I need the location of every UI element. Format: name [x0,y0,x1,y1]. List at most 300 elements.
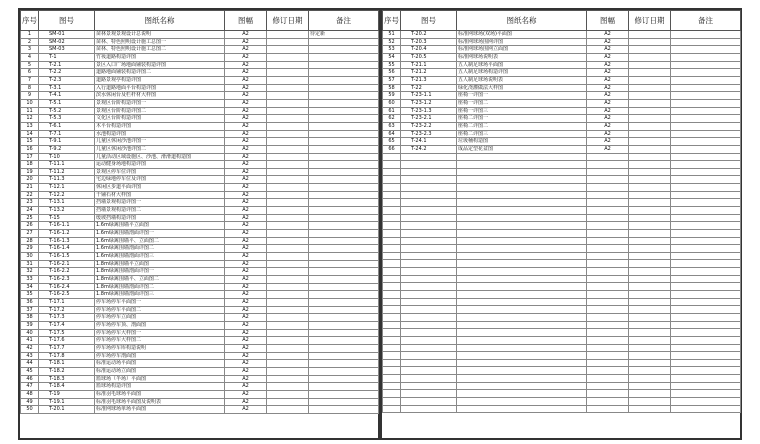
cell-no [383,367,401,375]
cell-note [309,99,379,107]
cell-no: 26 [21,222,39,230]
cell-date [267,390,309,398]
cell-size [587,298,629,306]
cell-size: A2 [225,383,267,391]
cell-no: 13 [21,122,39,130]
cell-date [267,207,309,215]
table-row [21,92,379,100]
cell-name: 竹筏道路构造详图 [95,53,225,61]
cell-code: T-5.2 [39,107,95,115]
empty-table-row [383,206,741,214]
cell-no [383,306,401,314]
cell-size [587,344,629,352]
cell-note [309,153,379,161]
cell-name: 停车场停车平面图一 [95,298,225,306]
cell-no: 19 [21,168,39,176]
cell-name [457,184,587,192]
cell-note: 待定新 [309,31,379,39]
cell-code: T-17.7 [39,344,95,352]
empty-table-row [383,252,741,260]
cell-size [587,313,629,321]
cell-size [587,398,629,406]
table-row [383,145,741,153]
cell-code: T-20.2 [401,31,457,39]
cell-note [671,336,741,344]
table-row [21,253,379,261]
cell-no [383,229,401,237]
table-row [21,207,379,215]
cell-size: A2 [225,321,267,329]
cell-note [671,107,741,115]
cell-size: A2 [225,122,267,130]
cell-code: T-23-2.2 [401,122,457,130]
cell-no: 21 [21,184,39,192]
cell-date [267,153,309,161]
cell-code [401,398,457,406]
cell-date [267,314,309,322]
cell-note [309,53,379,61]
cell-size [587,184,629,192]
table-row [21,276,379,284]
cell-note [671,367,741,375]
cell-name [457,291,587,299]
cell-note [309,122,379,130]
cell-no: 66 [383,145,401,153]
cell-code: T-12.2 [39,191,95,199]
drawing-list-left [18,8,380,440]
cell-name: 1.6m绿篱围墙剖面详图一 [95,230,225,238]
header-date: 修订日期 [267,11,309,31]
cell-name [457,222,587,230]
empty-table-row [383,367,741,375]
cell-code: T-21.1 [401,61,457,69]
empty-table-row [383,161,741,169]
cell-note [671,260,741,268]
table-row [383,61,741,69]
cell-name [457,161,587,169]
cell-code: T-11.3 [39,176,95,184]
cell-code: T-1 [39,53,95,61]
cell-date [267,115,309,123]
cell-note [309,145,379,153]
cell-no: 49 [21,398,39,406]
cell-size: A2 [225,352,267,360]
cell-date [629,275,671,283]
table-row [21,99,379,107]
cell-note [671,31,741,39]
cell-note [671,61,741,69]
empty-table-row [383,306,741,314]
cell-date [267,184,309,192]
cell-date [629,31,671,39]
cell-no: 46 [21,375,39,383]
cell-date [629,306,671,314]
cell-code: T-2.3 [39,76,95,84]
cell-no [383,329,401,337]
table-row [21,31,379,39]
empty-table-row [383,275,741,283]
cell-code: T-16-2.3 [39,276,95,284]
cell-size: A2 [225,245,267,253]
cell-no: 17 [21,153,39,161]
cell-size: A2 [225,61,267,69]
header-code: 图号 [401,11,457,31]
cell-name [457,229,587,237]
cell-name [457,252,587,260]
cell-size [587,260,629,268]
cell-no [383,252,401,260]
cell-note [671,321,741,329]
cell-no [383,237,401,245]
cell-code: SM-02 [39,38,95,46]
cell-size: A2 [587,92,629,100]
cell-date [629,84,671,92]
cell-name: 1.6m绿篱围墙平立面图 [95,222,225,230]
empty-table-row [383,398,741,406]
table-row [21,69,379,77]
cell-no: 55 [383,61,401,69]
cell-note [309,352,379,360]
cell-no: 54 [383,53,401,61]
cell-no: 51 [383,31,401,39]
cell-date [629,298,671,306]
cell-date [267,199,309,207]
header-size: 图幅 [587,11,629,31]
cell-no: 61 [383,107,401,115]
cell-size: A2 [225,314,267,322]
cell-code [401,199,457,207]
empty-table-row [383,237,741,245]
cell-code [401,206,457,214]
cell-date [629,359,671,367]
cell-date [629,222,671,230]
cell-date [629,321,671,329]
table-row [383,107,741,115]
cell-name: 1.6m绿篱围墙剖面详图二 [95,245,225,253]
cell-name: 文化区台阶构造详图 [95,115,225,123]
cell-code: T-20.1 [39,406,95,414]
table-row [383,92,741,100]
cell-code: T-7.1 [39,130,95,138]
cell-code [401,375,457,383]
cell-name: 垃圾桶构造图 [457,138,587,146]
cell-name: 标准羽毛球场平面图 [95,390,225,398]
cell-code: T-16-1.5 [39,253,95,261]
cell-note [671,298,741,306]
cell-note [309,92,379,100]
header-note: 备注 [309,11,379,31]
cell-code [401,184,457,192]
table-row [383,76,741,84]
header-date: 修订日期 [629,11,671,31]
table-row [21,76,379,84]
cell-note [671,130,741,138]
cell-code: T-15 [39,214,95,222]
cell-name: 1.6m绿篱围墙剖面详图三 [95,253,225,261]
cell-code [401,306,457,314]
cell-note [309,314,379,322]
cell-no: 42 [21,344,39,352]
cell-size: A2 [225,107,267,115]
cell-date [629,191,671,199]
cell-code [401,291,457,299]
table-row [21,84,379,92]
cell-code [401,336,457,344]
table-row [21,406,379,414]
cell-name: 1.8m绿篱围墙平、立面图二 [95,276,225,284]
cell-note [671,306,741,314]
cell-code [401,245,457,253]
cell-name [457,405,587,413]
cell-note [671,76,741,84]
cell-code: T-6.1 [39,122,95,130]
cell-name: 停车场停车大样图二 [95,337,225,345]
cell-no: 59 [383,92,401,100]
cell-size: A2 [587,99,629,107]
cell-note [309,115,379,123]
table-row [21,107,379,115]
cell-note [671,53,741,61]
cell-size [587,283,629,291]
cell-no: 30 [21,253,39,261]
cell-no: 48 [21,390,39,398]
cell-no [383,336,401,344]
cell-note [309,207,379,215]
cell-date [267,161,309,169]
table-header-row [21,11,379,31]
table-row [21,184,379,192]
cell-name: 景区入口广场地面铺装构造详图 [95,61,225,69]
cell-code: T-18.3 [39,375,95,383]
cell-size: A2 [225,253,267,261]
cell-code: T-19 [39,390,95,398]
cell-code: T-9.1 [39,138,95,146]
table-row [21,390,379,398]
cell-code: T-24.2 [401,145,457,153]
cell-size: A2 [587,53,629,61]
cell-date [267,222,309,230]
cell-no: 60 [383,99,401,107]
cell-code [401,229,457,237]
cell-name [457,191,587,199]
cell-code: T-2.2 [39,69,95,77]
cell-no: 58 [383,84,401,92]
cell-note [671,145,741,153]
cell-name: 座椅一详图一 [457,92,587,100]
cell-size: A2 [587,122,629,130]
cell-code [401,352,457,360]
cell-name: 水池构造详图 [95,130,225,138]
table-row [21,383,379,391]
cell-size: A2 [587,130,629,138]
table-row [21,352,379,360]
cell-date [267,84,309,92]
cell-size [587,367,629,375]
cell-size [587,291,629,299]
table-row [21,214,379,222]
empty-table-row [383,222,741,230]
cell-name: 1.8m绿篱围墙剖面详图三 [95,291,225,299]
cell-code: T-2.1 [39,61,95,69]
cell-date [629,46,671,54]
cell-size: A2 [225,53,267,61]
cell-size: A2 [225,344,267,352]
table-row [21,260,379,268]
cell-no [383,275,401,283]
header-name: 图纸名称 [95,11,225,31]
cell-name: 座椅二详图一 [457,115,587,123]
cell-size: A2 [587,84,629,92]
cell-no: 24 [21,207,39,215]
cell-note [309,253,379,261]
cell-no: 14 [21,130,39,138]
table-row [21,199,379,207]
cell-date [267,352,309,360]
empty-table-row [383,329,741,337]
cell-name: 挡墙景观构造详图一 [95,199,225,207]
cell-name: 标准网球场(双场)平面图 [457,31,587,39]
empty-table-row [383,344,741,352]
cell-size [587,390,629,398]
cell-no [383,199,401,207]
cell-code: T-5.1 [39,99,95,107]
cell-note [309,176,379,184]
cell-code: T-16-1.3 [39,237,95,245]
cell-date [629,229,671,237]
cell-name: 五人制足球场平面图 [457,61,587,69]
cell-no [383,222,401,230]
cell-size: A2 [225,214,267,222]
cell-no [383,375,401,383]
cell-code: T-23-1.3 [401,107,457,115]
cell-no: 8 [21,84,39,92]
cell-date [629,115,671,123]
cell-code: T-16-2.5 [39,291,95,299]
cell-date [267,344,309,352]
cell-size: A2 [225,367,267,375]
cell-size: A2 [225,31,267,39]
cell-name [457,176,587,184]
cell-code: T-23-1.1 [401,92,457,100]
cell-code [401,329,457,337]
cell-note [671,329,741,337]
cell-no: 35 [21,291,39,299]
cell-note [671,176,741,184]
cell-code: T-18.4 [39,383,95,391]
cell-name: 篮球场构造详图 [95,383,225,391]
cell-no: 9 [21,92,39,100]
cell-code: T-12.1 [39,184,95,192]
cell-code [401,283,457,291]
cell-no [383,321,401,329]
cell-no: 38 [21,314,39,322]
cell-code [401,252,457,260]
cell-size: A2 [225,337,267,345]
cell-date [267,306,309,314]
cell-code: T-16-1.1 [39,222,95,230]
cell-size: A2 [225,230,267,238]
cell-code [401,161,457,169]
cell-note [309,276,379,284]
cell-code: T-13.2 [39,207,95,215]
cell-no [383,283,401,291]
cell-no [383,214,401,222]
cell-code: T-18.1 [39,360,95,368]
cell-name: 休闲区步道平面详图 [95,184,225,192]
table-row [383,115,741,123]
cell-no: 27 [21,230,39,238]
cell-name: 挡墙景观构造详图二 [95,207,225,215]
cell-no: 39 [21,321,39,329]
table-row [21,306,379,314]
cell-no [383,398,401,406]
cell-date [267,168,309,176]
cell-code: T-3.1 [39,84,95,92]
header-no: 序号 [21,11,39,31]
cell-size [587,352,629,360]
cell-date [267,276,309,284]
cell-name [457,321,587,329]
cell-note [671,313,741,321]
cell-note [309,69,379,77]
cell-no [383,298,401,306]
cell-name [457,375,587,383]
cell-code: T-17.6 [39,337,95,345]
cell-code [401,275,457,283]
cell-size: A2 [225,283,267,291]
table-row [21,360,379,368]
cell-size [587,176,629,184]
table-row [21,398,379,406]
cell-date [629,61,671,69]
cell-note [671,84,741,92]
cell-date [267,298,309,306]
cell-name: 座椅二详图二 [457,122,587,130]
cell-date [267,237,309,245]
cell-no: 25 [21,214,39,222]
table-row [21,314,379,322]
cell-no: 15 [21,138,39,146]
cell-code: T-20.5 [401,53,457,61]
cell-name [457,153,587,161]
cell-date [267,176,309,184]
cell-name: 绿化浇灌做法大样图 [457,84,587,92]
cell-size: A2 [225,99,267,107]
cell-code: T-23-2.1 [401,115,457,123]
cell-name [457,313,587,321]
cell-code: T-17.3 [39,314,95,322]
cell-code: T-18.2 [39,367,95,375]
empty-table-row [383,229,741,237]
table-row [21,337,379,345]
cell-no: 1 [21,31,39,39]
cell-size [587,405,629,413]
table-row [383,122,741,130]
cell-name: 滨水休闲台及栏杆材大样图 [95,92,225,100]
cell-date [629,405,671,413]
cell-size: A2 [587,138,629,146]
cell-date [267,130,309,138]
cell-size [587,329,629,337]
header-size: 图幅 [225,11,267,31]
cell-date [267,260,309,268]
cell-name: 1.8m绿篱围墙剖面详图一 [95,268,225,276]
cell-date [629,336,671,344]
cell-no: 44 [21,360,39,368]
cell-note [671,398,741,406]
cell-note [309,398,379,406]
cell-code: T-11.2 [39,168,95,176]
